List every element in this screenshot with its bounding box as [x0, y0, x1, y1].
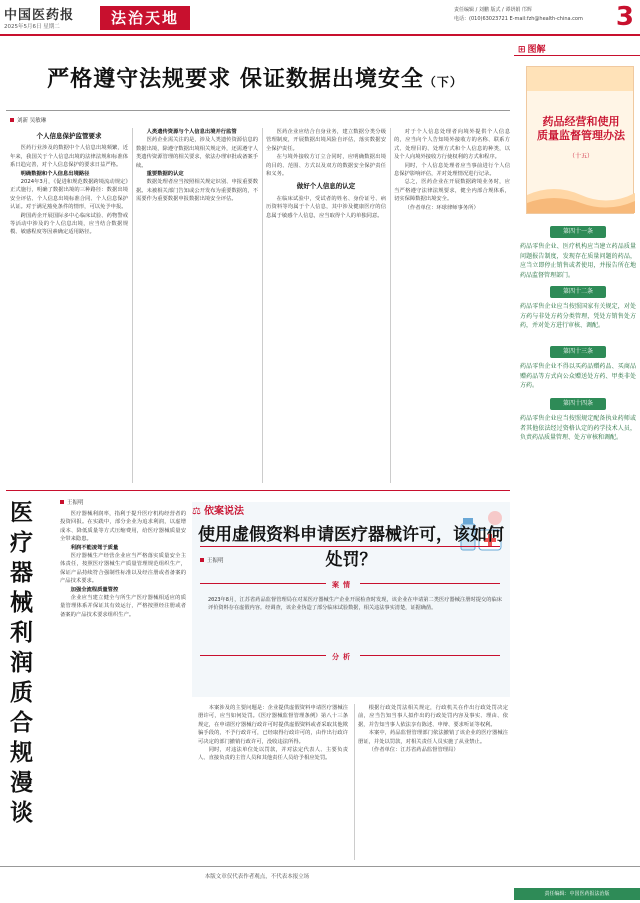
- paragraph: 医疗器械利润率，指利于提升医疗机构经营者的投资回报。在实践中，部分企业为追求利润，以虚增成本、降低质量等方式压缩费用，给医疗器械质量安全带来隐患。: [60, 511, 186, 543]
- tip-article-tag: 第四十一条: [550, 226, 606, 238]
- contact-line: 电话：(010)63023721 E-mail:fzh@health-china.com: [454, 16, 583, 22]
- subheading: 人类遗传资源与个人信息出境并行监管: [146, 129, 237, 135]
- column-divider: [132, 128, 133, 483]
- article1-column-1: [10, 128, 128, 483]
- cover-banner: [527, 67, 633, 91]
- subheading: 做好个人信息的认定: [296, 182, 356, 191]
- paragraph: （作者单位：环球律师事务所）: [404, 204, 479, 211]
- paragraph: 2024年3月，《促进和规范数据跨境流动规定》正式施行，明确了数据出境的三种路径：数据出境安全评估、个人信息出境标准合同、个人信息保护认证。对于满足豁免条件的情形，可以免予申报。: [10, 179, 128, 211]
- header-rule: [0, 34, 640, 36]
- issue-date: 2025年5月6日 星期二: [4, 24, 60, 30]
- infographic-tip: [520, 398, 636, 443]
- analysis-label: 分析: [326, 652, 360, 662]
- paragraph: 跨国药企开展国际多中心临床试验、药物警戒等活动中涉及的个人信息出境，应当结合数据规模、敏感程度等因素确定适用路径。: [10, 212, 128, 236]
- editors-block: [454, 6, 604, 24]
- paragraph: 企业应当建立健全与所生产医疗器械相适应的质量管理体系并保证其有效运行，严格按照经注册或者备案的产品技术要求组织生产。: [60, 595, 186, 618]
- article1-byline: 刘新 吴敏琳: [10, 116, 46, 124]
- article2-analysis-column-2: [358, 704, 508, 860]
- cover-title-line-1: 药品经营和使用: [542, 115, 620, 128]
- paragraph: 在与境外接收方订立合同时，应明确数据出境的目的、范围、方式以及双方的数据安全保护责任和义务。: [266, 154, 386, 178]
- article1-title: [0, 62, 510, 93]
- infographic-tip: [520, 286, 636, 331]
- article1-title-text: 严格遵守法规要求 保证数据出境安全: [47, 66, 424, 92]
- paper-name: 中国医药报: [4, 8, 75, 23]
- infographic-column: [514, 38, 640, 863]
- article1-column-3: [266, 128, 386, 483]
- paragraph: 本案中，药品监督管理部门依法撤销了该企业的医疗器械注册证，并处以罚款，对相关责任人员实施了从业禁止。: [358, 730, 508, 745]
- paragraph: 对于个人信息处理者向境外提供个人信息的，应当向个人告知境外接收方的名称、联系方式、处理目的、处理方式和个人信息的种类，以及个人向境外接收方行使权利的方式和程序。: [394, 129, 510, 161]
- infographic-cover: [526, 66, 634, 214]
- paragraph: 本案涉及的主要问题是：企业提供虚假资料申请医疗器械注册许可，应当如何处罚。《医疗器械监督管理条例》第八十三条规定，在申请医疗器械行政许可时提供虚假资料或者采取其他欺骗手段的，不予行政许可，已经取得行政许可的，由作出行政许可决定的部门撤销行政许可，没收违法所得。: [198, 705, 348, 745]
- case-text: 2023年8月，江苏省药品监督管理局在对某医疗器械生产企业开展检查时发现，该企业在申请第二类医疗器械注册时提交的临床评价资料存在虚假内容。经调查，该企业伪造了部分临床试验数据，相关违法事实清楚，证据确凿。: [208, 597, 502, 612]
- column-divider: [390, 128, 391, 483]
- infographic-tip: [520, 226, 636, 280]
- feature-tag: ⚖ 依案说法: [192, 506, 244, 517]
- editors-line: 责任编辑 / 刘鹏 版式 / 谭妍娟 邝辉: [454, 7, 532, 13]
- masthead: [0, 0, 640, 34]
- article1-column-2: [136, 128, 258, 483]
- subheading: 明确数据和个人信息出境路径: [20, 170, 90, 177]
- paragraph: 医疗器械生产经营企业应当严格落实质量安全主体责任，按照医疗器械生产质量管理规范组织生产，保证产品持续符合强制性标准以及经注册或者备案的产品技术要求。: [60, 553, 186, 585]
- paragraph: （作者单位：江苏省药品监督管理局）: [368, 747, 459, 754]
- paragraph: 数据处理者应当按照相关规定识别、申报重要数据。未被相关部门告知或公开发布为重要数据的，不需要作为重要数据申报数据出境安全评估。: [136, 179, 258, 203]
- article2-column-1: [60, 510, 186, 860]
- subheading: 个人信息保护监管要求: [36, 132, 102, 140]
- footer-note: 本版文章仅代表作者观点，不代表本报立场: [204, 874, 310, 880]
- title-rule: [6, 110, 510, 111]
- infographic-label: [514, 42, 640, 56]
- paragraph: 同时，个人信息处理者应当事前进行个人信息保护影响评估，并对处理情况进行记录。: [394, 162, 510, 178]
- footer-rule: [0, 866, 640, 867]
- tip-article-tag: 第四十二条: [550, 286, 606, 298]
- column-divider: [354, 704, 355, 860]
- infographic-tip: [520, 346, 636, 391]
- cover-wave-decoration: [527, 177, 635, 213]
- infographic-label-text: 图解: [527, 45, 546, 55]
- paragraph: 总之，医药企业在开展数据跨境业务时，应当严格遵守法律法规要求，健全内部合规体系，切实保障数据出境安全。: [394, 179, 510, 203]
- tip-text: 药品零售企业应当按照国家有关规定，对处方药与非处方药分类管理，凭处方销售处方药，并对处方进行审核、调配。: [520, 303, 636, 329]
- article1-title-suffix: （下）: [423, 75, 463, 89]
- article2-analysis-column-1: [198, 704, 348, 860]
- case-label: 案情: [326, 580, 360, 590]
- section-badge: 法治天地: [100, 6, 190, 30]
- subheading: 加强全流程质量管控: [70, 586, 119, 593]
- cover-title-line-2: 质量监督管理办法: [537, 129, 625, 142]
- column-divider: [262, 128, 263, 483]
- plus-square-icon: ⊞: [518, 45, 526, 55]
- tip-text: 药品零售企业、医疗机构应当建立药品质量问题报告制度，发现存在质量问题的药品，应当立即停止销售或者使用，并报告所在地药品监督管理部门。: [520, 243, 636, 279]
- tip-text: 药品零售企业应当按照规定配备执业药师或者其他依法经过资格认定的药学技术人员，负责药品质量管理、处方审核和调配。: [520, 415, 636, 441]
- article2-side-title: 医疗器械利润质合规漫谈: [10, 499, 33, 826]
- footer-right-note: 责任编辑：中国医药报法治版: [514, 888, 640, 900]
- paragraph: 根据行政处罚法相关规定，行政机关在作出行政处罚决定前，应当告知当事人拟作出的行政处罚内容及事实、理由、依据，并告知当事人依法享有陈述、申辩、要求听证等权利。: [358, 705, 508, 728]
- article1-column-4: [394, 128, 510, 483]
- tip-article-tag: 第四十三条: [550, 346, 606, 358]
- gavel-icon: ⚖: [192, 506, 201, 517]
- tip-article-tag: 第四十四条: [550, 398, 606, 410]
- paragraph: 同时，对违法单位处以罚款，并对法定代表人、主要负责人、直接负责的主管人员和其他责任人员给予相应处罚。: [198, 747, 348, 762]
- paragraph: 医药行业涉及的数据中个人信息出境频繁，近年来，我国关于个人信息出境的法律法规和标准体系日趋完善，对个人信息保护的要求日益严格。: [10, 145, 128, 169]
- section-rule: [6, 490, 510, 491]
- subheading: 利润不能凌驾于质量: [70, 544, 119, 551]
- paragraph: 在临床试验中，受试者的姓名、身份证号、病历资料等均属于个人信息，其中涉及健康医疗的信息属于敏感个人信息，应当取得个人的单独同意。: [266, 195, 386, 219]
- paragraph: 医药企业应结合自身业务，建立数据分类分级管理制度，开展数据出境风险自评估，落实数据安全保护责任。: [266, 129, 386, 152]
- tip-text: 药品零售企业不得以买药品赠药品、买商品赠药品等方式向公众赠送处方药、甲类非处方药。: [520, 363, 636, 389]
- article2-title-rule: [200, 546, 500, 547]
- page-number: 3: [615, 2, 634, 32]
- paragraph: 医药企业需关注的是，涉及人类遗传资源信息的数据出境，除遵守数据出境相关规定外，还需遵守人类遗传资源管理的相关要求，依法办理审批或备案手续。: [136, 137, 258, 169]
- cover-title: [527, 115, 635, 143]
- subheading: 重要数据的认定: [146, 171, 184, 178]
- article2-byline: 王振明: [60, 498, 84, 506]
- article2-title: 使用虚假资料申请医疗器械许可，该如何处罚？: [198, 525, 504, 570]
- article2-case-byline: 王振明: [200, 556, 224, 564]
- cover-subtitle: （十五）: [568, 153, 593, 160]
